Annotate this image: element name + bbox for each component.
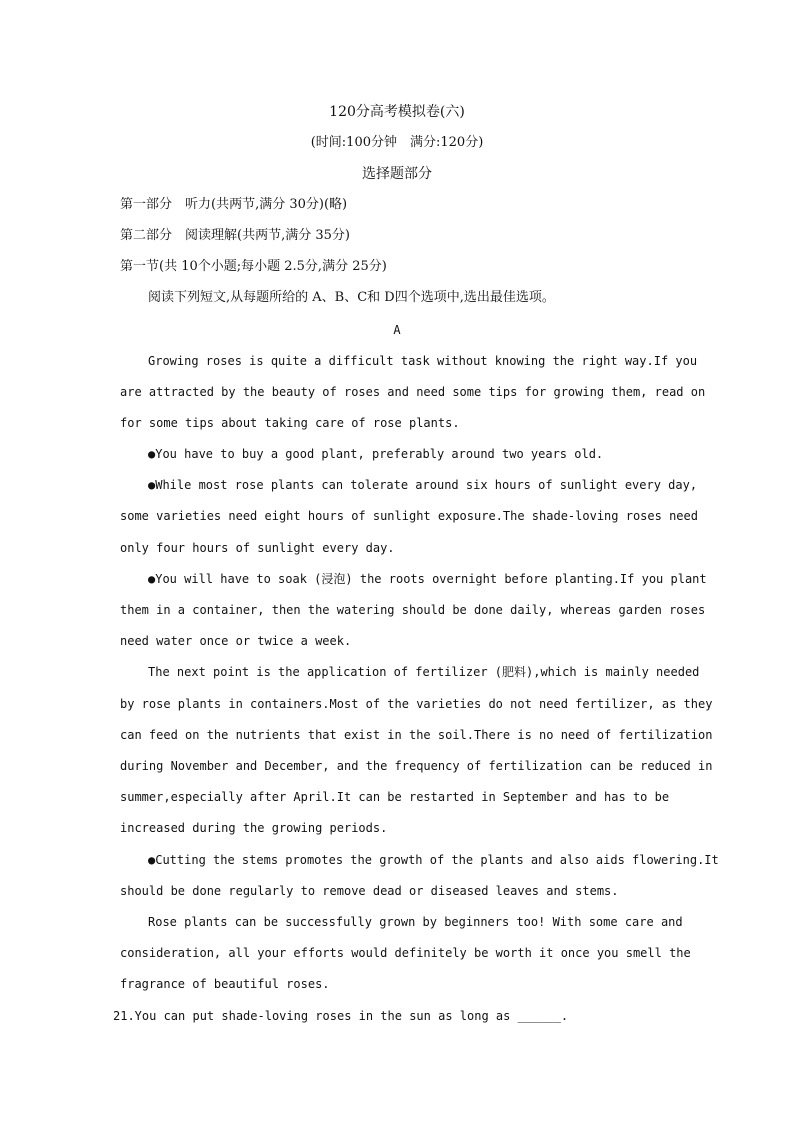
passage-line: summer,especially after April.It can be restarted in September and has to be (120, 790, 670, 804)
bullet-item: ●While most rose plants can tolerate around six hours of sunlight every day, (148, 478, 698, 492)
instruction-text: 阅读下列短文,从每题所给的 A、B、C和 D四个选项中,选出最佳选项。 (148, 290, 555, 305)
section1-heading: 第一节(共 10个小题;每小题 2.5分,满分 25分) (120, 259, 387, 274)
passage-line: can feed on the nutrients that exist in the soil.There is no need of fertilization (120, 728, 713, 742)
bullet-item: ●You have to buy a good plant, preferably around two years old. (148, 447, 604, 461)
passage-line: Rose plants can be successfully grown by beginners too! With some care and (148, 915, 683, 929)
passage-line: only four hours of sunlight every day. (120, 541, 395, 555)
question-21: 21.You can put shade-loving roses in the sun as long as ______. (113, 1009, 569, 1023)
passage-line: by rose plants in containers.Most of the varieties do not need fertilizer, as they (120, 697, 713, 711)
passage-line: need water once or twice a week. (120, 634, 352, 648)
passage-line: Growing roses is quite a difficult task without knowing the right way.If you (148, 354, 698, 368)
passage-line: The next point is the application of fertilizer (肥料),which is mainly needed (148, 665, 700, 679)
passage-label: A (393, 323, 401, 337)
passage-line: increased during the growing periods. (120, 821, 388, 835)
passage-line: consideration, all your efforts would definitely be worth it once you smell the (120, 946, 691, 960)
bullet-item: ●You will have to soak (浸泡) the roots overnight before planting.If you plant (148, 572, 707, 586)
part2-heading: 第二部分 阅读理解(共两节,满分 35分) (120, 228, 350, 243)
section-title: 选择题部分 (362, 166, 432, 182)
bullet-item: ●Cutting the stems promotes the growth of the plants and also aids flowering.It (148, 853, 719, 867)
time-info: (时间:100分钟 满分:120分) (310, 135, 484, 150)
passage-line: fragrance of beautiful roses. (120, 977, 330, 991)
passage-line: for some tips about taking care of rose plants. (120, 416, 460, 430)
passage-line: during November and December, and the frequency of fertilization can be reduced in (120, 759, 713, 773)
passage-line: should be done regularly to remove dead or diseased leaves and stems. (120, 884, 619, 898)
part1-heading: 第一部分 听力(共两节,满分 30分)(略) (120, 197, 348, 212)
exam-title: 120分高考模拟卷(六) (329, 104, 465, 120)
passage-line: some varieties need eight hours of sunlight exposure.The shade-loving roses need (120, 509, 698, 523)
passage-line: them in a container, then the watering should be done daily, whereas garden roses (120, 603, 706, 617)
passage-line: are attracted by the beauty of roses and need some tips for growing them, read on (120, 385, 706, 399)
